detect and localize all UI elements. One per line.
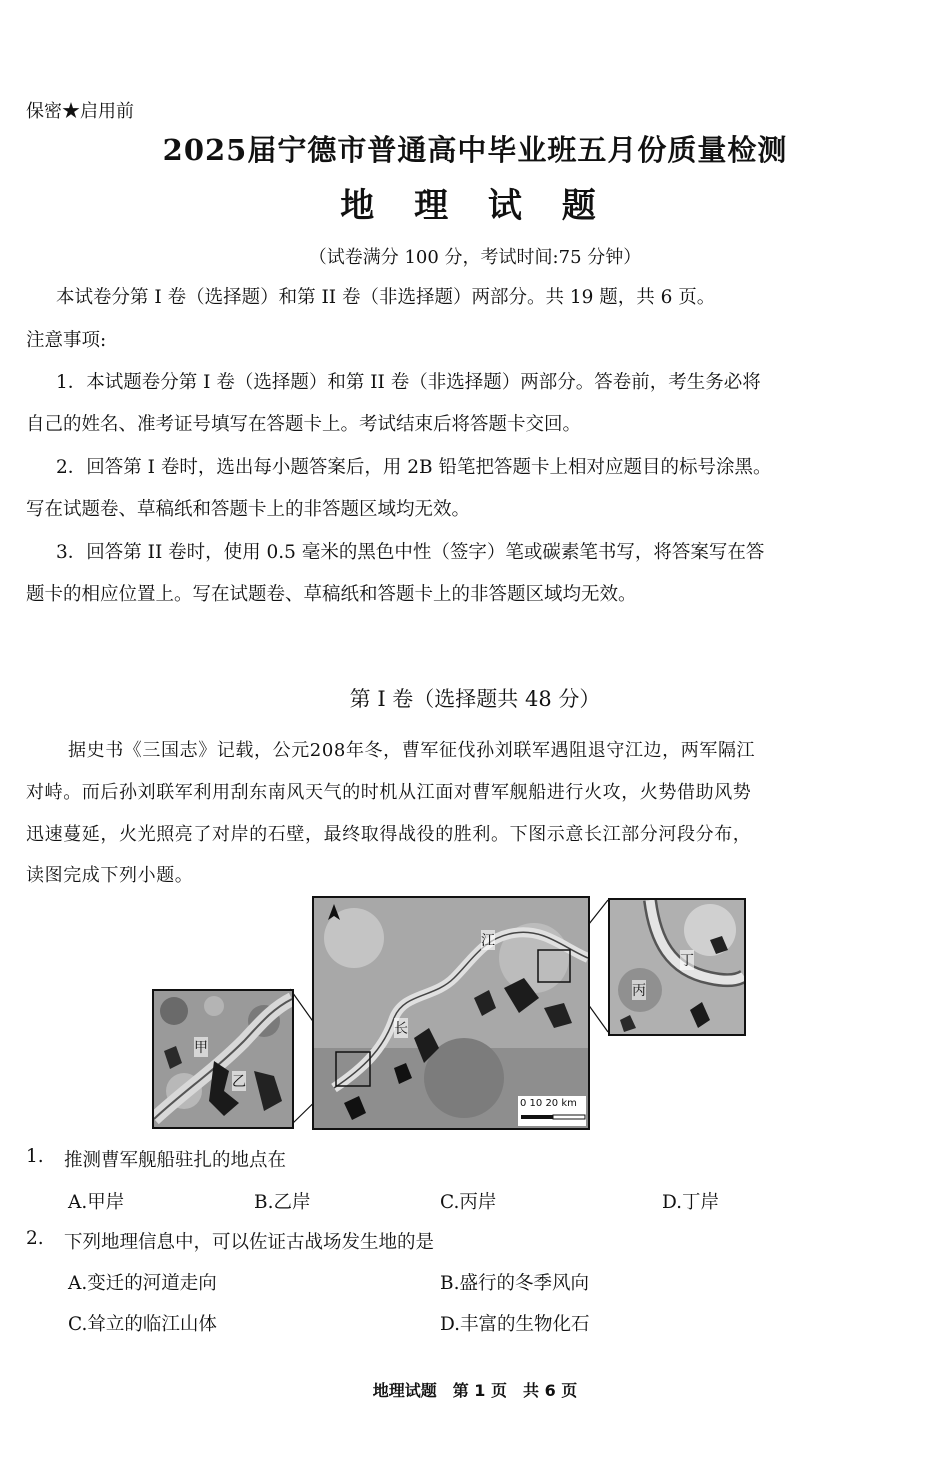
notice-line: 2．回答第 I 卷时，选出每小题答案后，用 2B 铅笔把答题卡上相对应题目的标号涂黑。 (56, 457, 772, 478)
confidential-mark: 保密★启用前 (26, 101, 134, 122)
map-label-yi: 乙 (232, 1071, 246, 1091)
question-2-option-a[interactable]: A.变迁的河道走向 (68, 1273, 217, 1294)
notice-line: 3．回答第 II 卷时，使用 0.5 毫米的黑色中性（签字）笔或碳素笔书写，将答案写在答 (56, 542, 765, 563)
notice-line: 自己的姓名、准考证号填写在答题卡上。考试结束后将答题卡交回。 (26, 414, 582, 435)
question-1-stem: 推测曹军舰船驻扎的地点在 (64, 1150, 287, 1171)
question-1-option-d[interactable]: D.丁岸 (662, 1192, 720, 1213)
question-2-option-b[interactable]: B.盛行的冬季风向 (440, 1273, 589, 1294)
map-label-chang: 长 (394, 1018, 408, 1038)
story-line: 读图完成下列小题。 (26, 865, 194, 886)
map-label-jia: 甲 (194, 1037, 208, 1057)
inset-map-right (608, 898, 746, 1036)
subject-title: 地 理 试 题 (340, 186, 610, 226)
main-map (312, 896, 590, 1130)
section-title: 第 I 卷（选择题共 48 分） (349, 687, 601, 711)
question-2-number: 2. (26, 1228, 44, 1249)
notice-line: 写在试题卷、草稿纸和答题卡上的非答题区域均无效。 (26, 499, 471, 520)
map-label-jiang: 江 (481, 930, 495, 950)
exam-meta: （试卷满分 100 分，考试时间:75 分钟） (308, 247, 642, 268)
notice-line: 1．本试题卷分第 I 卷（选择题）和第 II 卷（非选择题）两部分。答卷前，考生务必将 (56, 372, 761, 393)
question-1-number: 1. (26, 1146, 44, 1167)
page-footer: 地理试题 第 1 页 共 6 页 (372, 1381, 578, 1400)
map-label-ding: 丁 (680, 950, 694, 970)
question-1-option-c[interactable]: C.丙岸 (440, 1192, 497, 1213)
intro-text: 本试卷分第 I 卷（选择题）和第 II 卷（非选择题）两部分。共 19 题，共 6 页。 (56, 287, 716, 308)
map-scale: 0 10 20 km (520, 1098, 577, 1109)
story-line: 据史书《三国志》记载，公元208年冬，曹军征伐孙刘联军遇阻退守江边，两军隔江 (68, 740, 756, 761)
question-2-stem: 下列地理信息中，可以佐证古战场发生地的是 (64, 1232, 435, 1253)
notice-heading: 注意事项: (26, 330, 107, 351)
question-1-option-b[interactable]: B.乙岸 (254, 1192, 311, 1213)
story-line: 迅速蔓延，火光照亮了对岸的石壁，最终取得战役的胜利。下图示意长江部分河段分布， (26, 824, 752, 845)
inset-map-left (152, 989, 294, 1129)
story-line: 对峙。而后孙刘联军利用刮东南风天气的时机从江面对曹军舰船进行火攻，火势借助风势 (26, 782, 752, 803)
notice-line: 题卡的相应位置上。写在试题卷、草稿纸和答题卡上的非答题区域均无效。 (26, 584, 637, 605)
exam-title: 2025届宁德市普通高中毕业班五月份质量检测 (162, 133, 788, 167)
question-2-option-d[interactable]: D.丰富的生物化石 (440, 1314, 590, 1335)
question-1-option-a[interactable]: A.甲岸 (68, 1192, 125, 1213)
map-label-bing: 丙 (632, 980, 646, 1000)
question-2-option-c[interactable]: C.耸立的临江山体 (68, 1314, 217, 1335)
